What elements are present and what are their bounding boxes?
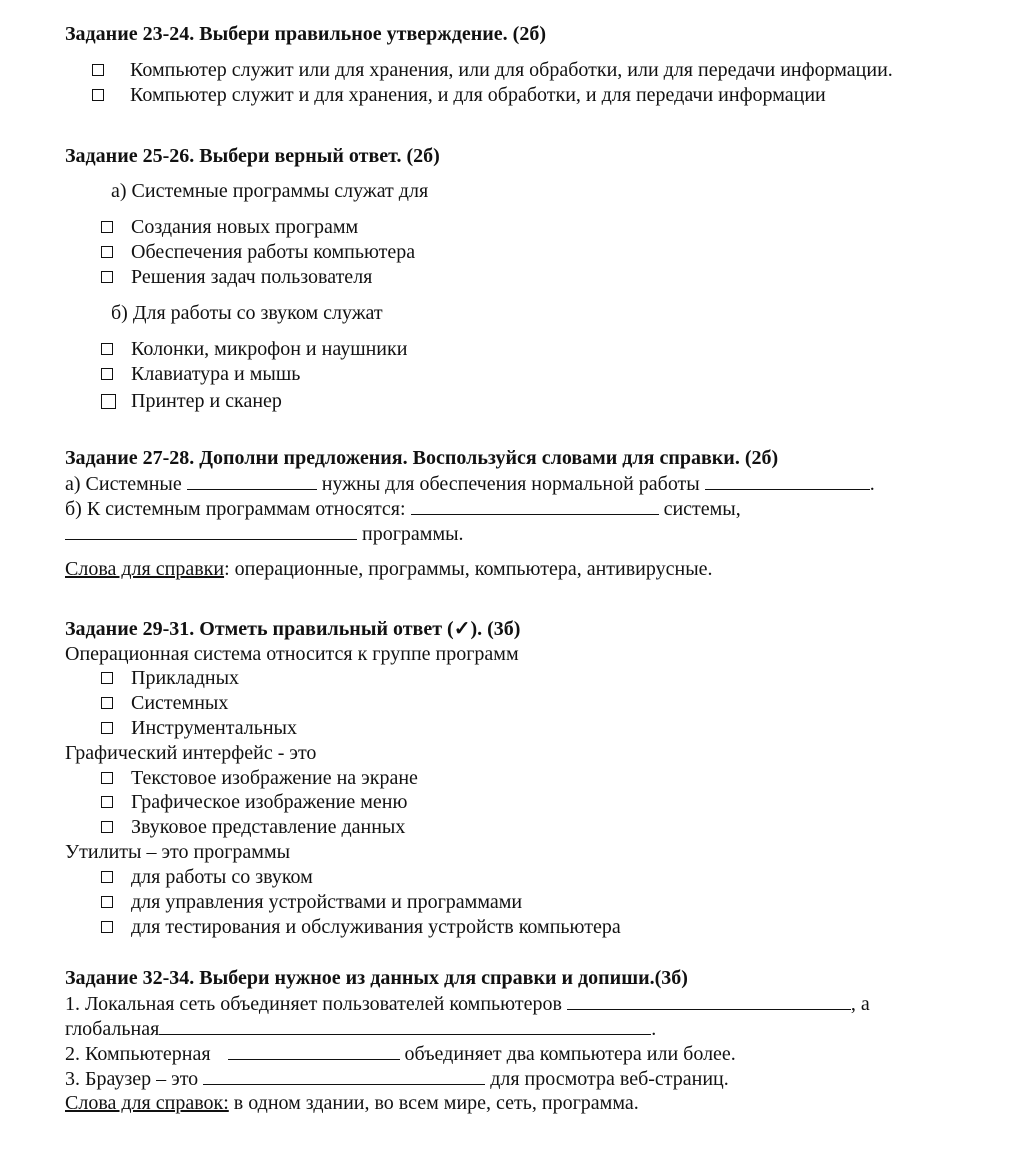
- task4-question-3: Утилиты – это программы: [65, 841, 291, 863]
- task3-line-a: [65, 471, 875, 497]
- task4-q2-option2-label: Графическое изображение меню: [131, 791, 408, 813]
- task3-hint-label: Слова для справки: [65, 558, 225, 580]
- task3-hint-text: : операционные, программы, компьютера, антивирусные.: [224, 558, 713, 580]
- task4-q1-option2-label: Системных: [131, 692, 229, 714]
- task2-a-option3-label: Решения задач пользователя: [131, 266, 373, 288]
- task5-heading: Задание 32-34. Выбери нужное из данных для справки и допиши.(3б): [65, 967, 688, 989]
- task2-question-b: б) Для работы со звуком служат: [111, 302, 383, 324]
- task3-line-a-middle: нужны для обеспечения нормальной работы: [321, 473, 700, 495]
- task4-q2-option3-label: Звуковое представление данных: [131, 816, 406, 838]
- task4-q3-option2-checkbox[interactable]: [101, 896, 113, 908]
- task4-q3-option1-checkbox[interactable]: [101, 871, 113, 883]
- task2-a-option1-checkbox[interactable]: [101, 221, 113, 233]
- task3-line-c: [65, 521, 464, 547]
- task5-line-1: [65, 991, 870, 1017]
- task2-b-option1-checkbox[interactable]: [101, 343, 113, 355]
- task4-q2-option2-checkbox[interactable]: [101, 796, 113, 808]
- task4-question-1: Операционная система относится к группе программ: [65, 643, 519, 665]
- task3-line-b-start: б) К системным программам относятся:: [65, 498, 406, 520]
- task2-a-option2-checkbox[interactable]: [101, 246, 113, 258]
- task3-blank-2[interactable]: [705, 471, 870, 490]
- task5-line-1-text: 1. Локальная сеть объединяет пользователей компьютеров: [65, 993, 562, 1015]
- task3-blank-4[interactable]: [65, 521, 357, 540]
- task5-hint-text: в одном здании, во всем мире, сеть, программа.: [228, 1092, 639, 1114]
- task4-q2-option3-checkbox[interactable]: [101, 821, 113, 833]
- task4-q3-option3-checkbox[interactable]: [101, 921, 113, 933]
- task2-a-option2-label: Обеспечения работы компьютера: [131, 241, 416, 263]
- task3-line-b: [65, 496, 741, 522]
- task4-q2-option1-label: Текстовое изображение на экране: [131, 767, 418, 789]
- task5-line-2-text: глобальная: [65, 1018, 160, 1040]
- task3-blank-3[interactable]: [411, 496, 659, 515]
- task5-line-1-end: , а: [850, 993, 870, 1015]
- task3-hint: [65, 557, 713, 582]
- task2-b-option3-checkbox[interactable]: [101, 394, 116, 409]
- task3-line-a-end: .: [869, 473, 875, 495]
- task4-q1-option1-label: Прикладных: [131, 667, 240, 689]
- task2-heading: Задание 25-26. Выбери верный ответ. (2б): [65, 145, 440, 167]
- task5-blank-1[interactable]: [567, 991, 851, 1010]
- task5-blank-4[interactable]: [203, 1066, 485, 1085]
- task1-option2-checkbox[interactable]: [92, 89, 104, 101]
- task2-question-a: а) Системные программы служат для: [111, 180, 429, 202]
- task5-line-4-text: 3. Браузер – это: [65, 1068, 199, 1090]
- task4-heading: Задание 29-31. Отметь правильный ответ (✓). (3б): [65, 618, 521, 640]
- task3-line-c-end: программы.: [362, 523, 464, 545]
- task3-heading: Задание 27-28. Дополни предложения. Воспользуйся словами для справки. (2б): [65, 447, 779, 469]
- task4-q1-option1-checkbox[interactable]: [101, 672, 113, 684]
- task4-q3-option3-label: для тестирования и обслуживания устройств компьютера: [131, 916, 621, 938]
- task2-b-option3-label: Принтер и сканер: [131, 390, 282, 412]
- task3-line-b-end: системы,: [663, 498, 741, 520]
- task5-line-4-end: для просмотра веб-страниц.: [490, 1068, 729, 1090]
- task1-heading: Задание 23-24. Выбери правильное утверждение. (2б): [65, 23, 547, 45]
- task2-a-option3-checkbox[interactable]: [101, 271, 113, 283]
- task5-hint: [65, 1091, 639, 1116]
- task3-line-a-start: а) Системные: [65, 473, 182, 495]
- task2-a-option1-label: Создания новых программ: [131, 216, 359, 238]
- task4-q2-option1-checkbox[interactable]: [101, 772, 113, 784]
- task2-b-option2-label: Клавиатура и мышь: [131, 363, 301, 385]
- task1-option1-label: Компьютер служит или для хранения, или для обработки, или для передачи информации.: [130, 59, 893, 81]
- task5-line-2: [65, 1016, 656, 1042]
- task1-option2-label: Компьютер служит и для хранения, и для обработки, и для передачи информации: [130, 84, 826, 106]
- task2-b-option2-checkbox[interactable]: [101, 368, 113, 380]
- task5-blank-2[interactable]: [159, 1016, 651, 1035]
- task5-blank-3[interactable]: [228, 1041, 400, 1060]
- task4-q3-option2-label: для управления устройствами и программами: [131, 891, 523, 913]
- task5-line-4: [65, 1066, 729, 1092]
- task5-line-2-end: .: [651, 1018, 657, 1040]
- task5-line-3-end: объединяет два компьютера или более.: [404, 1043, 736, 1065]
- task1-option1-checkbox[interactable]: [92, 64, 104, 76]
- task4-q1-option3-label: Инструментальных: [131, 717, 297, 739]
- task4-q3-option1-label: для работы со звуком: [131, 866, 313, 888]
- task4-question-2: Графический интерфейс - это: [65, 742, 317, 764]
- task4-q1-option3-checkbox[interactable]: [101, 722, 113, 734]
- task3-blank-1[interactable]: [187, 471, 317, 490]
- task5-line-3-text: 2. Компьютерная: [65, 1043, 211, 1065]
- task5-hint-label: Слова для справок:: [65, 1092, 229, 1114]
- task5-line-3: [65, 1041, 736, 1067]
- task2-b-option1-label: Колонки, микрофон и наушники: [131, 338, 408, 360]
- task4-q1-option2-checkbox[interactable]: [101, 697, 113, 709]
